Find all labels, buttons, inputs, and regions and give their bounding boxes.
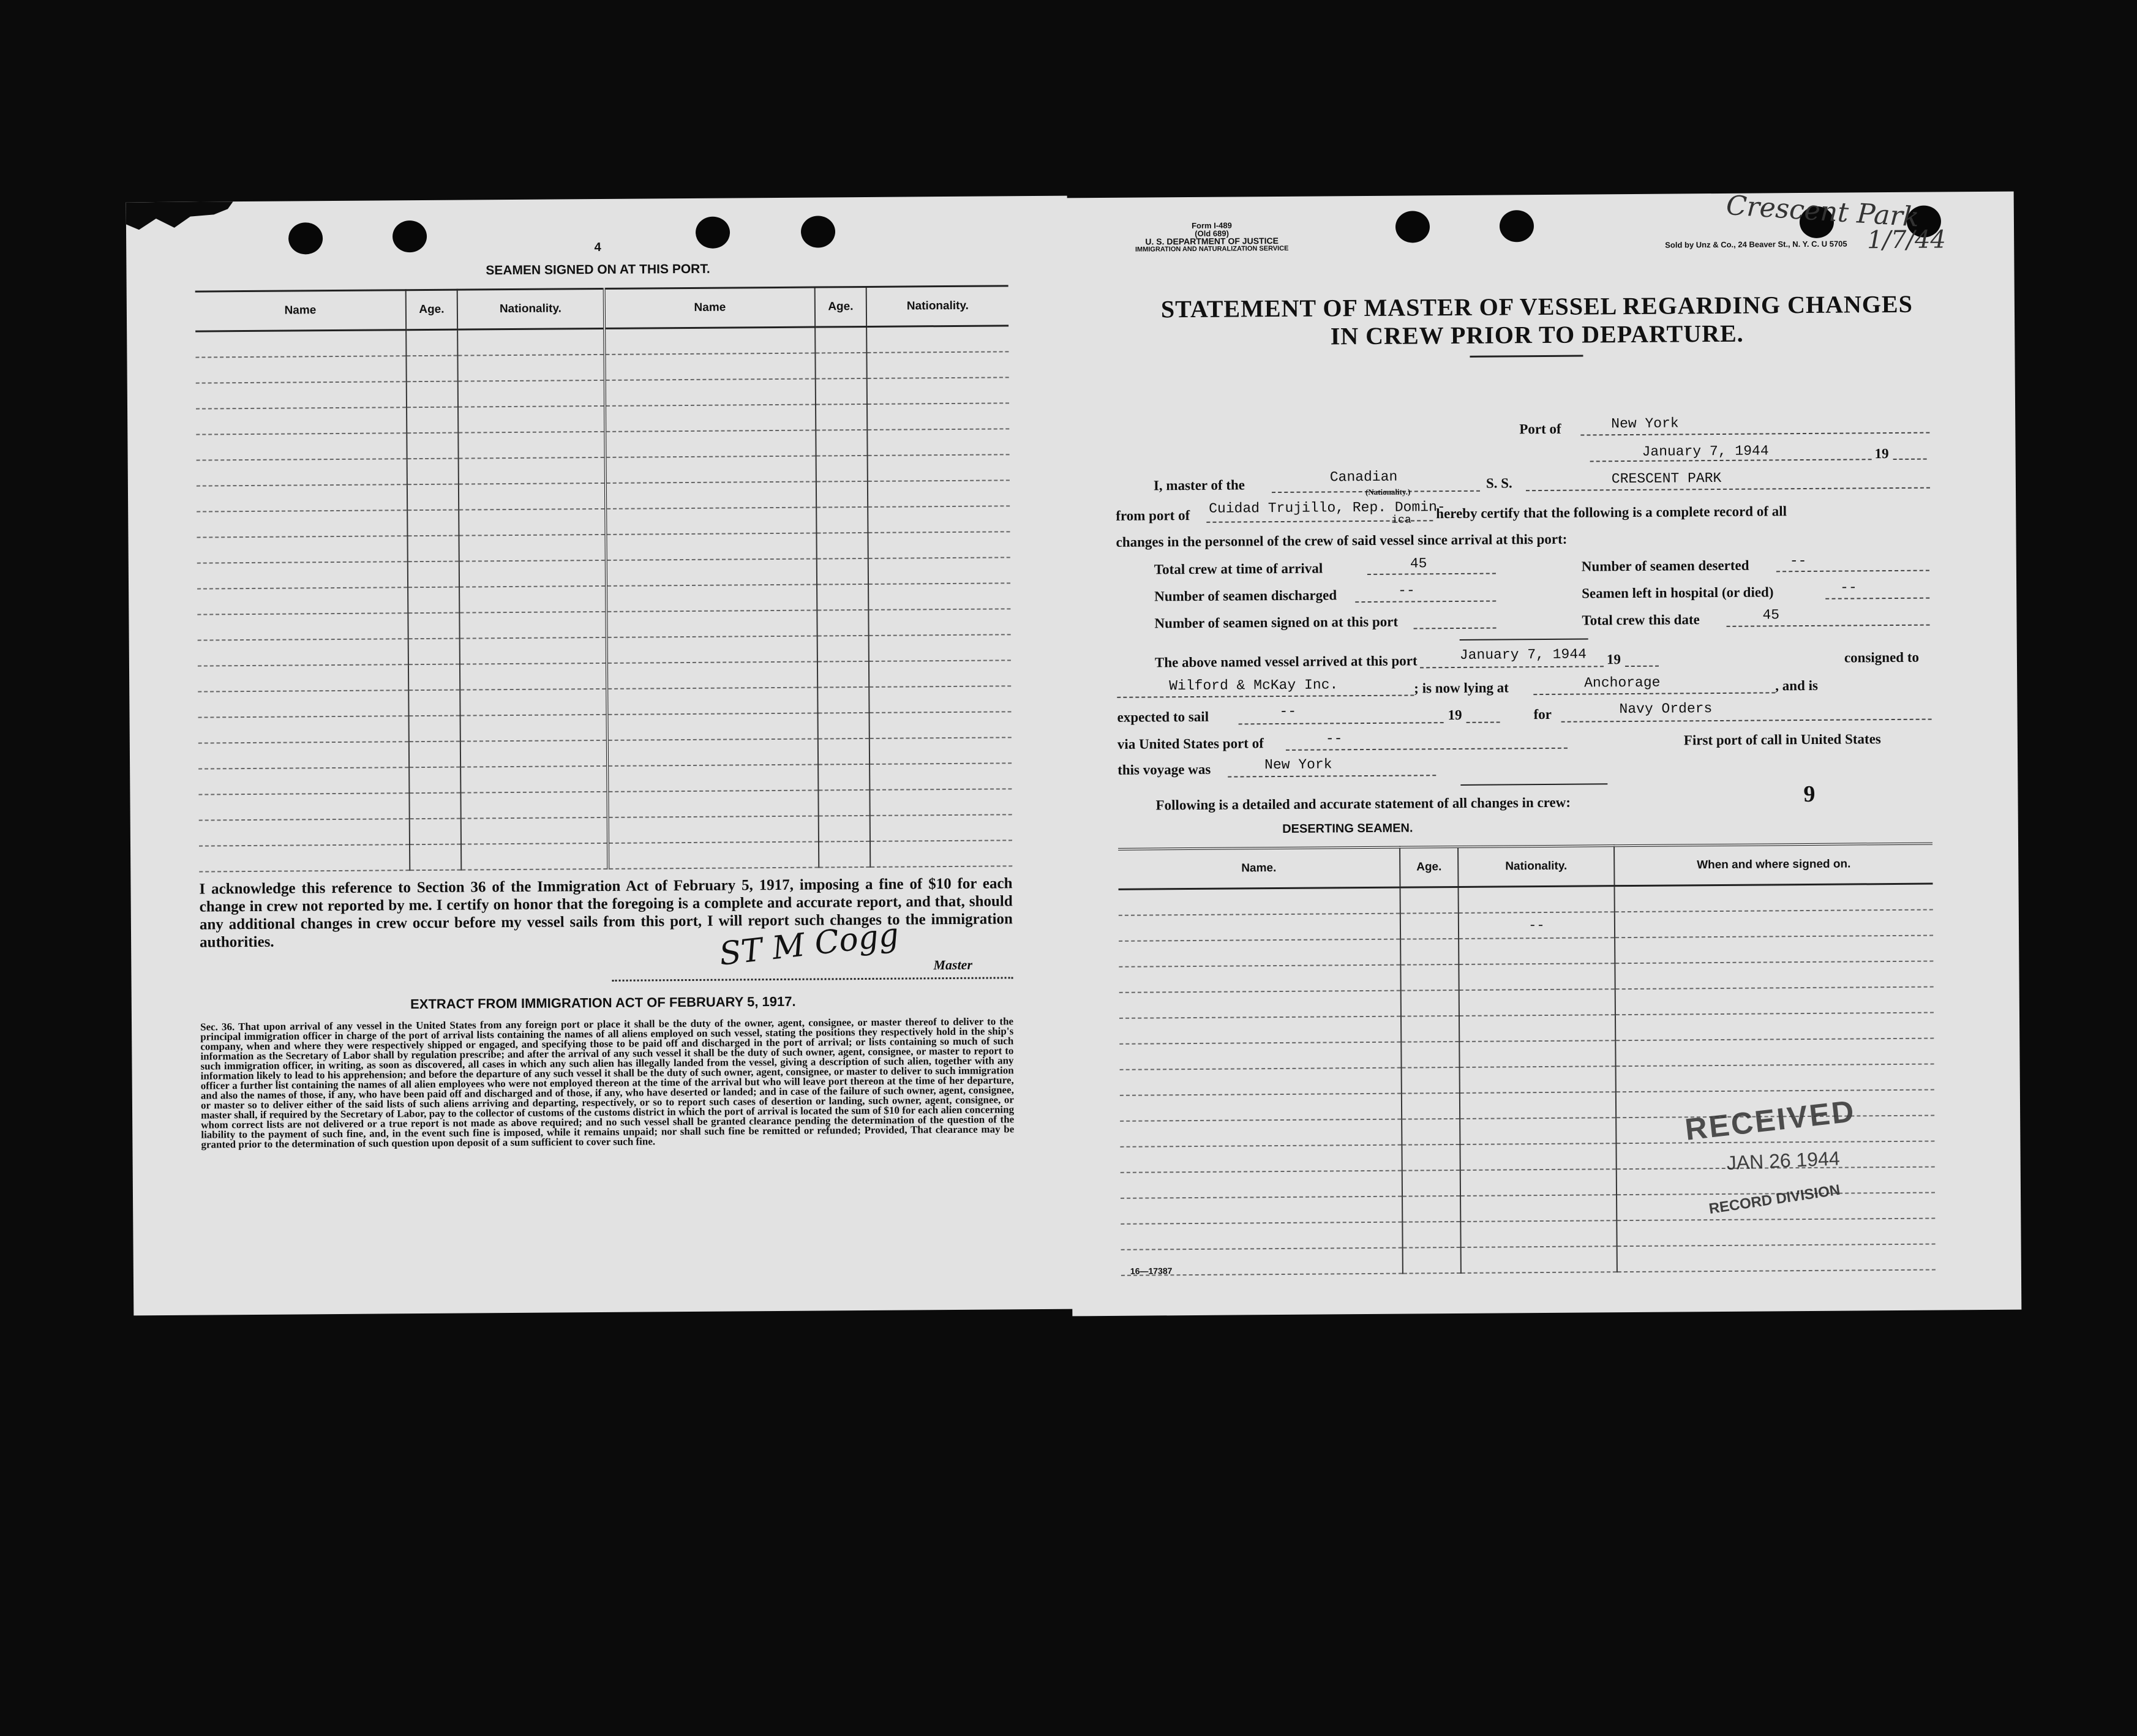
discharged-label: Number of seamen discharged [1154, 587, 1337, 604]
from-port-label: from port of [1116, 508, 1190, 524]
expected-year: 19 [1448, 707, 1462, 723]
master-label: Master [933, 956, 973, 973]
table-cell [458, 432, 605, 459]
table-cell [1460, 1118, 1616, 1144]
extract-text: Sec. 36. That upon arrival of any vessel in the United States from any foreign port or place it shall be the duty of the owner, agent, consignee, or master thereof to deliver to the principal immigration officer in charge of the port of arrival lists containing the names of all aliens employed on such vessel, stating the positions they respectively hold in the ship's company, when and where they were respectively shipped or engaged, and specifying those to be paid off and discharged in the port of arrival; or lists containing so much of such information as the Secretary of Labor shall by regulation prescribe; and after the arrival of any such vessel it shall be the duty of such owner, agent, consignee, or master to report to such immigration officer, in writing, as soon as discovered, all cases in which any such alien has illegally landed from the vessel, giving a description of such alien, together with any information likely to lead to his apprehension; and before the departure of any such vessel it shall be the duty of such owner, agent, consignee, or master to deliver to such immigration officer a further list containing the names of all alien employees who were not employed thereon at the time of the arrival but who will leave port thereon at the time of her departure, and also the names of those, if any, who have been paid off and discharged and of those, if any, who have deserted or landed; and in case of the failure of such owner, agent, consignee, or master so to deliver either of the said lists of such aliens arriving and departing, respectively, or so to report such cases of desertion or landing, such owner, agent, consignee, or master shall, if required by the Secretary of Labor, pay to the collector of customs of the customs district in which the port of arrival is located the sum of $10 for each alien concerning whom correct lists are not delivered or a true report is not made as above required; and no such vessel shall be granted clearance pending the determination of the question of the liability to the payment of such fine, and, in the event such fine is imposed, while it remains unpaid; nor shall such fine be remitted or refunded; Provided, That clearance may be granted prior to the determination of such question upon deposit of a sum sufficient to cover such fine. [200, 1015, 1015, 1151]
table-cell [869, 737, 1012, 764]
table-cell [407, 536, 459, 562]
table-cell [816, 481, 868, 508]
table-cell [607, 765, 818, 792]
table-cell [817, 558, 868, 585]
table-cell [407, 484, 459, 511]
consignee-line [1117, 694, 1414, 697]
table-cell [815, 326, 866, 353]
table-cell [818, 738, 869, 765]
master-of-label: I, master of the [1153, 477, 1245, 494]
from-port-value-continued: ica [1391, 514, 1411, 527]
vessel-line [1526, 487, 1930, 492]
title-line-2: IN CREW PRIOR TO DEPARTURE. [1330, 319, 1744, 350]
table-cell [407, 407, 458, 434]
table-cell [816, 378, 867, 405]
table-cell [604, 353, 815, 380]
via-line [1286, 748, 1568, 751]
port-value: New York [1611, 415, 1679, 432]
table-cell [869, 789, 1012, 816]
table-cell [459, 560, 606, 587]
column-header: Age. [406, 290, 457, 330]
seller-line: Sold by Unz & Co., 24 Beaver St., N. Y. C. U 5705 [1665, 239, 1847, 250]
this-voyage-value: New York [1264, 756, 1332, 773]
table-cell [819, 841, 870, 868]
deserted-line [1776, 570, 1929, 573]
table-cell [866, 351, 1008, 378]
table-cell [1120, 1094, 1402, 1121]
section-heading: SEAMEN SIGNED ON AT THIS PORT. [486, 261, 710, 278]
table-cell [606, 508, 816, 535]
table-cell [197, 613, 408, 640]
table-cell [1402, 1170, 1460, 1197]
table-cell [198, 639, 408, 666]
table-cell [1120, 1068, 1402, 1095]
arrived-label: The above named vessel arrived at this port [1154, 653, 1418, 671]
table-cell [818, 790, 869, 816]
table-cell [816, 430, 867, 456]
table-cell [408, 562, 459, 588]
table-cell [1615, 1039, 1934, 1067]
table-cell [460, 637, 607, 664]
table-cell [457, 328, 604, 355]
table-cell [461, 817, 608, 844]
table-cell [1119, 914, 1400, 941]
extract-title: EXTRACT FROM IMMIGRATION ACT OF FEBRUARY 5, 1917. [410, 993, 796, 1012]
table-cell [1401, 990, 1459, 1016]
table-cell [605, 405, 816, 432]
nationality-mark: -- [1459, 912, 1615, 939]
for-value: Navy Orders [1619, 701, 1713, 718]
table-cell [1615, 1013, 1934, 1041]
via-label: via United States port of [1117, 735, 1264, 752]
table-cell [199, 844, 410, 871]
received-stamp: RECEIVED [1683, 1094, 1858, 1147]
table-cell [197, 510, 407, 537]
table-cell [604, 327, 815, 355]
table-cell [407, 459, 459, 485]
arrived-year: 19 [1606, 652, 1621, 667]
discharged-value: -- [1398, 582, 1415, 599]
table-cell [1121, 1171, 1402, 1198]
table-cell [869, 712, 1012, 738]
table-cell [1615, 961, 1933, 990]
table-cell [817, 636, 869, 662]
table-header-row [195, 286, 1008, 331]
table-cell [1459, 1015, 1615, 1042]
table-cell [867, 377, 1009, 404]
table-cell [868, 454, 1010, 481]
table-cell [1460, 1143, 1616, 1170]
table-cell [605, 430, 816, 457]
certify-text: hereby certify that the following is a complete record of all [1436, 503, 1787, 522]
table-cell [606, 611, 817, 637]
table-cell [1401, 1016, 1459, 1042]
right-page [1065, 189, 2022, 1317]
table-cell [459, 586, 606, 613]
table-cell [460, 689, 607, 716]
table-cell [1119, 939, 1400, 967]
table-cell [460, 740, 607, 767]
table-cell [1616, 1064, 1934, 1092]
table-cell [1402, 1093, 1460, 1119]
table-cell [1617, 1219, 1935, 1247]
form-header [1114, 221, 1310, 254]
table-cell [197, 459, 407, 486]
expected-label: expected to sail [1117, 708, 1209, 725]
received-date-stamp: JAN 26 1944 [1726, 1147, 1841, 1174]
table-cell [407, 433, 458, 459]
table-cell [195, 330, 406, 358]
table-cell [460, 792, 607, 819]
table-cell [1121, 1222, 1402, 1250]
table-cell [1119, 965, 1400, 993]
table-cell [198, 690, 408, 717]
table-cell [408, 639, 460, 665]
table-cell [819, 816, 870, 842]
table-cell [1617, 1244, 1936, 1272]
table-cell [866, 326, 1008, 353]
table-cell [1615, 884, 1933, 912]
table-cell [1400, 964, 1459, 991]
table-cell [197, 484, 407, 511]
table-cell [1120, 1119, 1402, 1147]
table-cell [816, 404, 867, 430]
table-cell [459, 612, 606, 639]
nationality-caption: (Nationality.) [1365, 487, 1411, 497]
this-voyage-line [1228, 775, 1436, 777]
deserting-heading: DESERTING SEAMEN. [1282, 821, 1413, 836]
title-underline [1470, 355, 1583, 358]
table-cell [459, 535, 606, 562]
date-line [1590, 459, 1872, 462]
total-date-line [1727, 625, 1930, 627]
table-cell [868, 480, 1010, 507]
column-header: Nationality. [457, 288, 604, 329]
form-number: Form I-489 [1192, 220, 1232, 230]
table-cell [818, 713, 869, 739]
table-cell [1402, 1119, 1460, 1145]
table-cell [1401, 1042, 1459, 1068]
table-cell [869, 763, 1012, 790]
arrived-year-line [1625, 666, 1659, 667]
nationality-value: Canadian [1329, 468, 1398, 486]
and-is-label: , and is [1775, 677, 1819, 694]
hospital-value: -- [1840, 579, 1857, 596]
table-cell [817, 661, 869, 688]
table-cell [1615, 936, 1933, 964]
table-cell [1460, 1066, 1616, 1093]
for-label: for [1533, 706, 1552, 723]
table-cell [460, 715, 607, 742]
table-cell [867, 429, 1009, 456]
deserting-table [1118, 843, 1936, 1276]
totals-rule [1460, 638, 1588, 640]
lying-value: Anchorage [1584, 674, 1661, 691]
table-cell [1461, 1246, 1617, 1273]
side-mark: 9 [1803, 781, 1816, 808]
table-cell [198, 716, 409, 743]
table-cell [198, 793, 409, 820]
table-cell [607, 739, 818, 766]
table-cell [1459, 938, 1615, 964]
total-arrival-label: Total crew at time of arrival [1154, 560, 1323, 577]
table-cell [409, 742, 460, 768]
signed-on-label: Number of seamen signed on at this port [1154, 614, 1399, 631]
table-cell [196, 381, 407, 408]
table-row [199, 840, 1012, 871]
year-line [1893, 459, 1927, 460]
table-cell [607, 636, 817, 663]
total-arrival-line [1367, 573, 1496, 575]
table-cell [607, 662, 817, 689]
first-port-label: First port of call in United States [1683, 731, 1881, 748]
arrived-line [1420, 666, 1604, 668]
acknowledgement-text: I acknowledge this reference to Section 36 of the Immigration Act of February 5, 1917, imposing a fine of $10 for each change in crew not reported by me. I certify on honor that the foregoing is a complete and accurate report, and that, should any additional changes in crew occur before my vessel sails from this port, I will report such changes to the immigration authorities. [199, 875, 1013, 951]
form-code: 16—17387 [1130, 1266, 1173, 1276]
title-line-1: STATEMENT OF MASTER OF VESSEL REGARDING CHANGES [1160, 290, 1914, 323]
table-cell [198, 664, 408, 691]
expected-value: -- [1279, 703, 1297, 720]
table-cell [408, 664, 460, 691]
column-header: Name [195, 290, 406, 331]
table-cell [1119, 1016, 1401, 1044]
port-label: Port of [1519, 421, 1561, 437]
punch-hole [1395, 211, 1430, 242]
table-cell [1460, 1169, 1617, 1196]
deserted-label: Number of seamen deserted [1581, 557, 1749, 574]
table-cell [605, 379, 816, 406]
table-cell [460, 766, 607, 793]
table-cell [817, 610, 868, 636]
table-cell [459, 457, 606, 484]
this-voyage-label: this voyage was [1117, 761, 1211, 778]
table-cell [818, 764, 869, 791]
expected-year-line [1467, 721, 1500, 723]
table-cell [197, 562, 408, 588]
table-cell [409, 716, 460, 742]
consigned-label: consigned to [1844, 649, 1920, 666]
service: IMMIGRATION AND NATURALIZATION SERVICE [1135, 244, 1289, 254]
table-cell [1460, 1195, 1617, 1222]
table-cell [607, 791, 818, 817]
table-cell [459, 483, 606, 510]
table-cell [410, 819, 461, 845]
page-number: 4 [594, 240, 601, 255]
table-cell [408, 587, 459, 614]
port-line [1580, 432, 1929, 436]
table-cell [407, 381, 458, 408]
table-cell [607, 713, 818, 740]
total-date-label: Total crew this date [1582, 612, 1700, 628]
table-cell [406, 329, 457, 356]
expected-line [1239, 722, 1444, 724]
table-cell [1119, 1042, 1401, 1070]
changes-text: changes in the personnel of the crew of said vessel since arrival at this port: [1116, 531, 1568, 550]
table-cell [409, 767, 460, 794]
table-cell [869, 634, 1011, 661]
year-prefix: 19 [1874, 446, 1889, 462]
table-cell [1459, 989, 1615, 1016]
for-line [1561, 719, 1932, 723]
table-cell [606, 533, 816, 560]
table-cell [196, 407, 407, 434]
table-cell [608, 842, 819, 869]
table-cell [407, 510, 459, 536]
table-cell [1121, 1197, 1402, 1224]
form-title [1114, 290, 1960, 352]
hospital-line [1825, 598, 1929, 599]
lying-line [1533, 692, 1775, 695]
handwritten-date: 1/7/44 [1866, 225, 1947, 255]
table-cell [607, 688, 817, 715]
table-cell [1403, 1247, 1461, 1274]
table-cell [458, 380, 605, 407]
date-value: January 7, 1944 [1642, 443, 1769, 460]
table-cell [868, 506, 1010, 533]
table-cell [816, 456, 868, 482]
table-cell [869, 660, 1011, 687]
column-header: Nationality. [1458, 846, 1614, 887]
column-header: Name. [1118, 847, 1400, 890]
table-cell [606, 585, 817, 612]
punch-hole [1500, 210, 1534, 242]
table-cell [461, 843, 608, 870]
ss-label: S. S. [1485, 475, 1512, 491]
following-text: Following is a detailed and accurate statement of all changes in crew: [1155, 794, 1571, 813]
table-cell [869, 686, 1011, 713]
table-cell [1402, 1222, 1460, 1248]
voyage-rule [1460, 783, 1607, 786]
table-cell [408, 690, 460, 716]
table-cell [1400, 887, 1459, 913]
table-cell [1120, 1145, 1402, 1173]
table-cell [870, 814, 1012, 841]
table-cell [406, 356, 457, 382]
table-cell [1402, 1196, 1460, 1222]
table-cell [817, 584, 868, 611]
table-cell [606, 559, 817, 586]
table-cell [1459, 886, 1615, 913]
table-cell [197, 536, 407, 563]
table-cell [868, 557, 1010, 584]
handwritten-note: Crescent Park [1725, 189, 1920, 233]
table-row [1121, 1244, 1936, 1276]
table-cell [817, 687, 869, 713]
table-cell [815, 353, 866, 379]
table-cell [1459, 1040, 1615, 1067]
table-cell [195, 356, 406, 383]
record-division-stamp: RECORD DIVISION [1708, 1181, 1841, 1218]
table-cell [1119, 991, 1401, 1018]
column-header: Nationality. [866, 286, 1008, 327]
table-cell [1615, 910, 1933, 938]
column-header: Name [604, 287, 815, 328]
table-cell [606, 456, 816, 483]
department: U. S. DEPARTMENT OF JUSTICE [1145, 235, 1279, 247]
master-signature: ST M Cogg [717, 916, 901, 973]
table-cell [867, 403, 1009, 430]
signed-on-line [1414, 628, 1497, 629]
table-cell [608, 816, 819, 843]
table-cell [410, 844, 461, 871]
table-cell [408, 613, 459, 639]
column-header: When and where signed on. [1614, 844, 1932, 886]
table-cell [1460, 1092, 1616, 1119]
from-port-value: Cuidad Trujillo, Rep. Domin- [1209, 499, 1446, 517]
table-cell [459, 509, 606, 536]
table-cell [870, 840, 1012, 867]
total-arrival-value: 45 [1410, 555, 1427, 572]
discharged-line [1355, 601, 1496, 603]
table-cell [816, 533, 868, 559]
table-cell [1119, 887, 1400, 915]
table-cell [196, 433, 407, 460]
lying-label: ; is now lying at [1414, 680, 1509, 696]
table-cell [1400, 939, 1459, 965]
torn-corner [126, 201, 233, 239]
old-form-number: (Old 689) [1195, 228, 1229, 238]
table-cell [460, 663, 607, 690]
table-cell [197, 587, 408, 614]
table-header-row [1118, 844, 1932, 890]
signed-on-table [195, 285, 1013, 872]
consignee-value: Wilford & McKay Inc. [1169, 677, 1339, 694]
table-cell [1459, 963, 1615, 990]
table-cell [1402, 1144, 1460, 1171]
table-cell [606, 482, 816, 509]
arrived-value: January 7, 1944 [1459, 646, 1587, 663]
table-cell [1402, 1067, 1460, 1094]
table-cell [868, 583, 1010, 610]
table-cell [198, 742, 409, 768]
table-cell [198, 767, 409, 794]
table-cell [868, 609, 1010, 636]
column-header: Age. [1400, 847, 1458, 887]
table-cell [1615, 987, 1934, 1015]
table-cell [458, 406, 605, 433]
deserted-value: -- [1789, 552, 1807, 569]
total-date-value: 45 [1762, 607, 1780, 623]
left-page [126, 196, 1075, 1316]
hospital-label: Seamen left in hospital (or died) [1582, 584, 1774, 601]
table-cell [1400, 913, 1459, 939]
column-header: Age. [815, 287, 866, 327]
table-cell [199, 819, 410, 846]
table-cell [457, 355, 604, 381]
via-value: -- [1325, 731, 1343, 747]
table-cell [868, 532, 1010, 558]
table-cell [409, 793, 460, 819]
vessel-value: CRESCENT PARK [1611, 470, 1722, 487]
table-cell [1460, 1220, 1617, 1247]
table-cell [816, 507, 868, 533]
